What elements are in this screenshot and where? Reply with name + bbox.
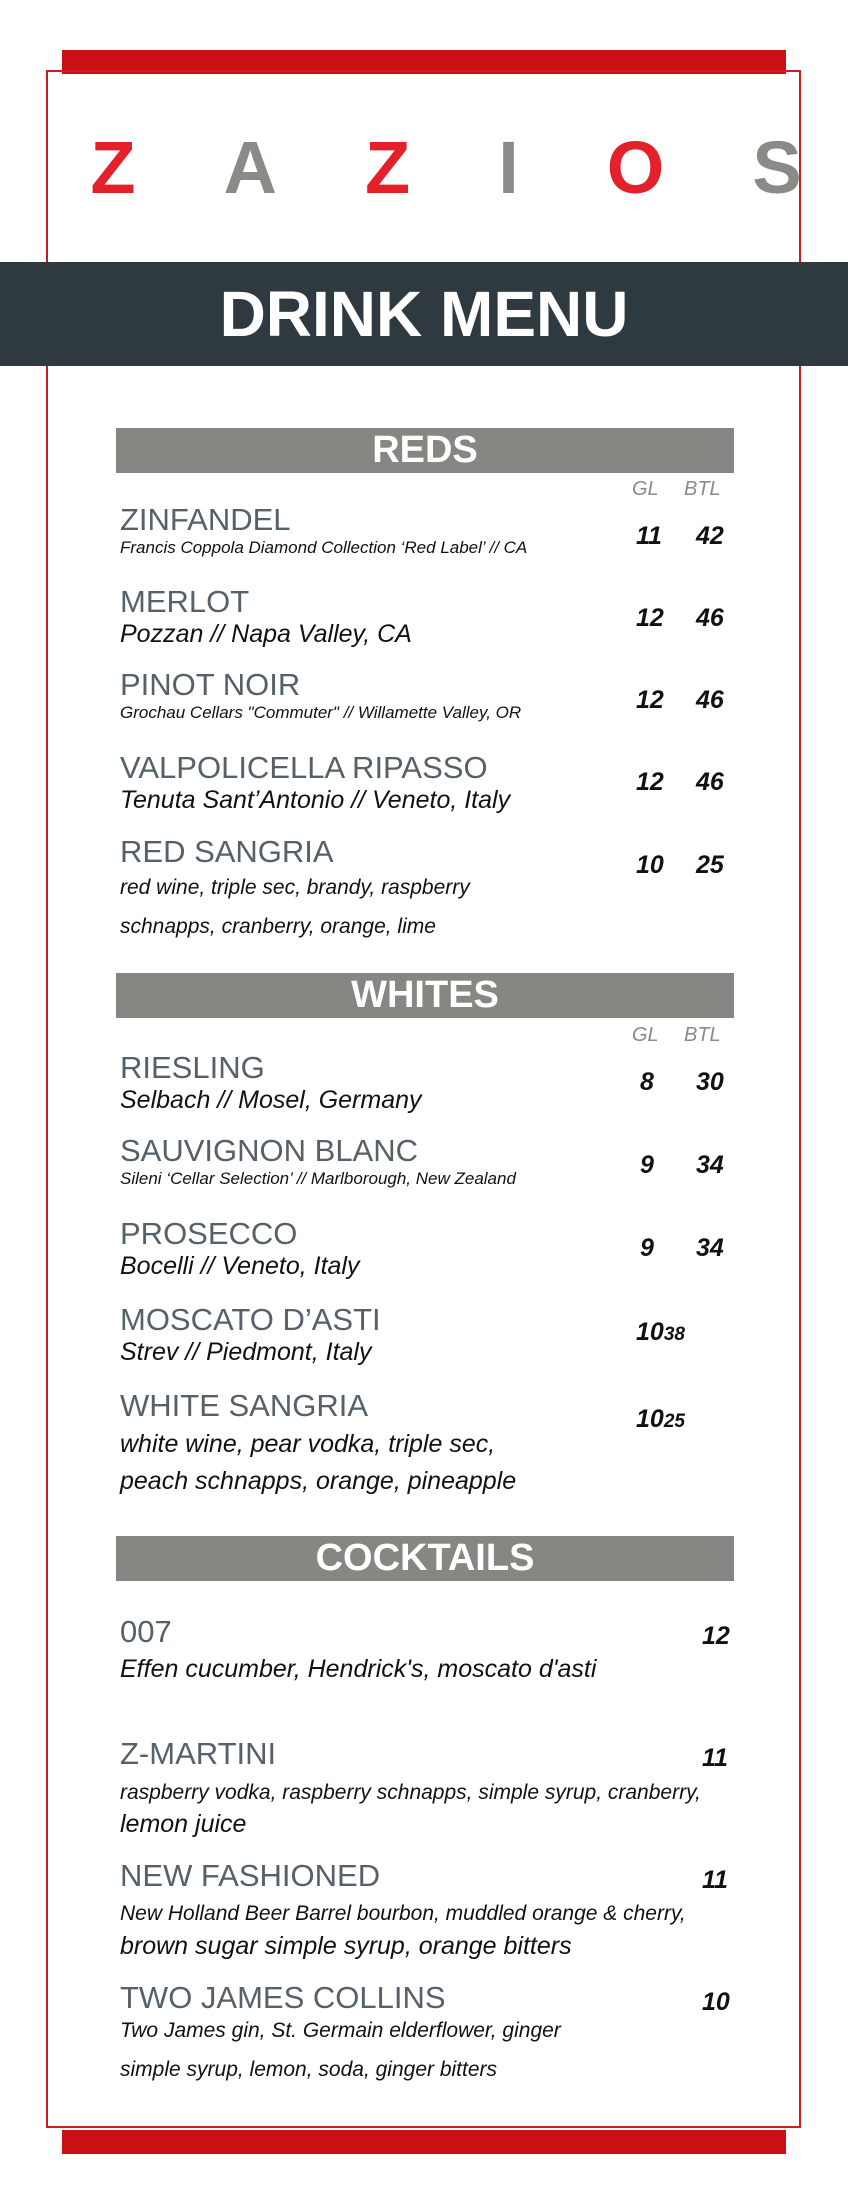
cocktail-description: New Holland Beer Barrel bourbon, muddled orange & cherry, (120, 1902, 686, 1925)
price-glass: 10 (636, 851, 664, 879)
section-heading-reds: REDS (116, 428, 734, 473)
price-bottle: 25 (696, 851, 724, 879)
cocktail-name: Z-MARTINI (120, 1736, 277, 1771)
wine-name: MERLOT (120, 584, 250, 619)
section-heading-cocktails: COCKTAILS (116, 1536, 734, 1581)
wine-description: Sileni ‘Cellar Selection’ // Marlborough, New Zealand (120, 1169, 516, 1188)
wine-name: RED SANGRIA (120, 834, 334, 869)
price-glass: 8 (640, 1068, 654, 1096)
price-bottle: 30 (696, 1068, 724, 1096)
column-header-gl: GL (632, 1024, 659, 1046)
bottom-red-bar (62, 2130, 786, 2154)
price-glass: 11 (636, 522, 662, 550)
logo-letter: S (752, 126, 846, 209)
wine-description: peach schnapps, orange, pineapple (120, 1467, 517, 1495)
price-bottle: 34 (696, 1234, 724, 1262)
column-header-gl: GL (632, 478, 659, 500)
cocktail-price: 10 (702, 1988, 730, 2016)
price-bottle: 34 (696, 1151, 724, 1179)
price-glass-and-bottle (636, 1405, 685, 1434)
logo-letter: Z (364, 126, 455, 209)
cocktail-name: NEW FASHIONED (120, 1858, 381, 1893)
price-glass: 12 (636, 768, 664, 796)
wine-name: VALPOLICELLA RIPASSO (120, 750, 488, 785)
wine-description: Pozzan // Napa Valley, CA (120, 620, 412, 648)
wine-name: SAUVIGNON BLANC (120, 1133, 419, 1168)
zazios-logo (0, 128, 848, 208)
wine-description: Grochau Cellars "Commuter" // Willamette Valley, OR (120, 703, 522, 722)
cocktail-description: simple syrup, lemon, soda, ginger bitters (120, 2058, 498, 2081)
price-glass-and-bottle (636, 1318, 685, 1347)
wine-description: white wine, pear vodka, triple sec, (120, 1430, 496, 1458)
price-bottle: 46 (696, 604, 724, 632)
column-header-btl: BTL (684, 478, 721, 500)
price-glass: 10 (636, 1318, 664, 1346)
wine-description: schnapps, cranberry, orange, lime (120, 915, 436, 938)
cocktail-description: lemon juice (120, 1810, 247, 1838)
wine-name: RIESLING (120, 1050, 265, 1085)
cocktail-price: 11 (702, 1744, 728, 1772)
wine-description: Selbach // Mosel, Germany (120, 1086, 422, 1114)
wine-name: MOSCATO D’ASTI (120, 1302, 381, 1337)
wine-description: Bocelli // Veneto, Italy (120, 1252, 360, 1280)
section-heading-whites: WHITES (116, 973, 734, 1018)
price-bottle: 42 (696, 522, 724, 550)
price-bottle: 46 (696, 768, 724, 796)
cocktail-description: Effen cucumber, Hendrick's, moscato d'asti (120, 1655, 597, 1683)
page-title: DRINK MENU (0, 262, 848, 366)
price-glass: 9 (640, 1151, 654, 1179)
price-glass: 12 (636, 686, 664, 714)
wine-name: PROSECCO (120, 1216, 298, 1251)
logo-letter: O (606, 126, 709, 209)
cocktail-name: TWO JAMES COLLINS (120, 1980, 446, 2015)
cocktail-description: raspberry vodka, raspberry schnapps, simple syrup, cranberry, (120, 1781, 701, 1804)
cocktail-price: 12 (702, 1622, 730, 1650)
wine-name: WHITE SANGRIA (120, 1388, 369, 1423)
wine-name: PINOT NOIR (120, 667, 301, 702)
column-header-btl: BTL (684, 1024, 721, 1046)
wine-description: Francis Coppola Diamond Collection ‘Red Label’ // CA (120, 538, 528, 557)
price-bottle: 46 (696, 686, 724, 714)
cocktail-description: Two James gin, St. Germain elderflower, ginger (120, 2019, 561, 2042)
logo-letter: A (223, 126, 321, 209)
price-glass: 9 (640, 1234, 654, 1262)
wine-name: ZINFANDEL (120, 502, 291, 537)
wine-description: Strev // Piedmont, Italy (120, 1338, 372, 1366)
price-glass: 12 (636, 604, 664, 632)
logo-letter: Z (90, 126, 180, 209)
price-bottle: 38 (663, 1324, 685, 1345)
wine-description: Tenuta Sant’Antonio // Veneto, Italy (120, 786, 511, 814)
price-glass: 10 (636, 1405, 664, 1433)
price-bottle: 25 (663, 1411, 685, 1432)
cocktail-name: 007 (120, 1614, 172, 1649)
wine-description: red wine, triple sec, brandy, raspberry (120, 876, 470, 899)
cocktail-description: brown sugar simple syrup, orange bitters (120, 1932, 572, 1960)
logo-letter: I (498, 126, 563, 209)
cocktail-price: 11 (702, 1866, 728, 1894)
